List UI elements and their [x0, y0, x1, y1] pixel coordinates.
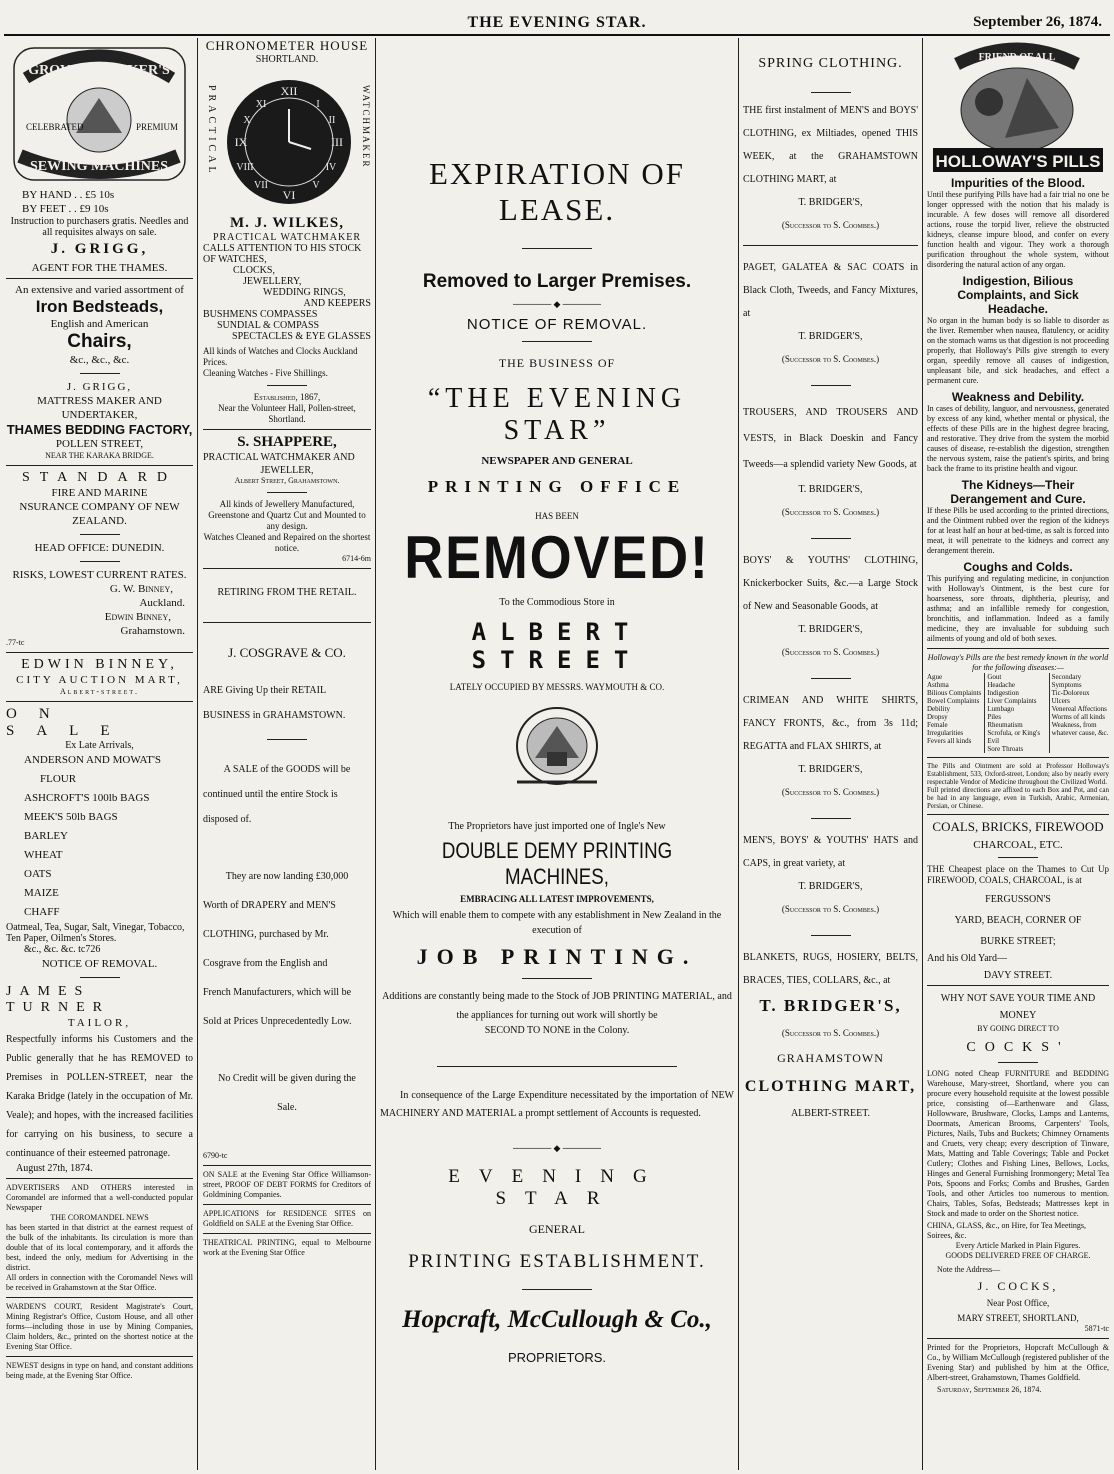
- notice-of-removal: NOTICE OF REMOVAL.: [466, 316, 648, 333]
- holloways-pills-banner: HOLLOWAY'S PILLS: [935, 152, 1101, 171]
- going-direct: BY GOING DIRECT TO: [977, 1024, 1059, 1033]
- august-date: August 27th, 1874.: [16, 1163, 93, 1174]
- auction-mart: CITY AUCTION MART,: [16, 674, 183, 686]
- yard-beach: YARD, BEACH, CORNER OF: [954, 915, 1082, 926]
- established: Established, 1867,: [253, 392, 321, 402]
- which-will-enable: Which will enable them to compete with any establishment in New Zealand in the: [392, 910, 722, 921]
- disease-column: [927, 673, 984, 753]
- additions-text: Additions are constantly being made to the Stock of JOB PRINTING MATERIAL, and the appliances for turning out work will shortly be: [382, 991, 732, 1021]
- list-item: BARLEY: [24, 830, 68, 842]
- watches-cleaned: Watches Cleaned and Repaired on the shortest notice.: [203, 532, 371, 553]
- on-sale-heading: ON SALE: [6, 706, 132, 739]
- are-giving-up: ARE Giving Up their RETAIL: [203, 685, 327, 696]
- divider: [522, 248, 592, 249]
- cocks-text: LONG noted Cheap FURNITURE and BEDDING Warehouse, Mary-street, Shortland, where you can procure every household requisite at the lowest possible price, consisting of—Earthenware and Glass, Hollowware, Brushware, Clocks, Lamps and Lanterns, Doormats, American Brooms, Carpenters' Tools, Pictures, Nails, Tubs and Buckets; Chimney Ornaments and Cruets, very cheap; every description of Tinware, Mats, Matting and Table Coverings; Table and Pocket Cutlery; Clothes and Fishing Lines, Bellows, Locks, Hinges and General Furnishing Ironmongery; Metal Tea Pots, Spoons and Forks; Combs and Brushes, Garden Tools, and other Articles too numerous to mention. Chairs, Tables, Sofas, Bedsteads; Mattresses kept in Stock and made to order on the Shortest notice.: [927, 1069, 1109, 1218]
- keepers: AND KEEPERS: [303, 298, 371, 309]
- disease-item: Liver Complaints: [987, 697, 1037, 705]
- disease-item: Worms of all kinds: [1051, 713, 1105, 721]
- disease-item: Debility: [927, 705, 950, 713]
- list-item: OATS: [24, 868, 52, 880]
- note-address: Note the Address—: [937, 1265, 1001, 1274]
- divider: [80, 561, 120, 562]
- column-divider: [922, 38, 923, 1470]
- divider: [203, 568, 371, 569]
- evening-star-heading: EVENING STAR: [448, 1166, 666, 1209]
- svg-text:GROVER & BAKER'S: GROVER & BAKER'S: [28, 63, 170, 78]
- bridger-name: T. BRIDGER'S,: [798, 624, 863, 635]
- kidneys-text: If these Pills be used according to the printed directions, and the Ointment rubbed over the region of the kidneys for at least half an hour at bed-time, as salt is forced into meat, it will penetrate to the kidneys and correct any derangement therein.: [927, 506, 1109, 555]
- evening-star-title: “THE EVENING STAR”: [427, 383, 687, 446]
- disease-item: Female Irregularities: [927, 721, 964, 737]
- theatrical-printing: THEATRICAL PRINTING, equal to Melbourne work at the Evening Star Office: [203, 1238, 371, 1257]
- wilkes-name: M. J. WILKES,: [230, 215, 344, 231]
- printing-establishment: PRINTING ESTABLISHMENT.: [408, 1251, 706, 1272]
- jewellery-manufactured: All kinds of Jewellery Manufactured, Greenstone and Quartz Cut and Mounted to any design.: [208, 499, 366, 531]
- french-manufacturers: French Manufacturers, which will be: [203, 987, 352, 998]
- column-divider: [375, 38, 376, 1470]
- fergusson-name: FERGUSSON'S: [985, 894, 1051, 905]
- divider: [6, 652, 193, 653]
- divider: [267, 739, 307, 740]
- residence-sites: APPLICATIONS for RESIDENCE SITES on Goldfield on SALE at the Evening Star Office.: [203, 1209, 371, 1228]
- divider: [203, 429, 371, 430]
- all-kinds: All kinds of Watches and Clocks Auckland Prices.: [203, 346, 358, 367]
- divider: [998, 1062, 1038, 1063]
- list-item: ASHCROFT'S 100lb BAGS: [24, 792, 150, 804]
- svg-text:PREMIUM: PREMIUM: [136, 122, 179, 132]
- newest-designs: NEWEST designs in type on hand, and constant additions being made, at the Evening Star Office.: [6, 1361, 193, 1380]
- svg-text:CELEBRATED: CELEBRATED: [26, 122, 84, 132]
- disease-item: Tic-Doloreux: [1051, 689, 1090, 697]
- coromandel-news: THE COROMANDEL NEWS: [50, 1213, 149, 1222]
- clock-block: [203, 65, 371, 215]
- successor-label: (Successor to S. Coombes.): [781, 904, 880, 914]
- column-1: [6, 38, 193, 1470]
- davy-street: DAVY STREET.: [983, 970, 1053, 981]
- svg-text:II: II: [328, 115, 336, 126]
- divider: [437, 1066, 677, 1067]
- coals-heading: COALS, BRICKS, FIREWOOD: [932, 819, 1104, 834]
- proprietors-imported: The Proprietors have just imported one of Ingle's New: [448, 821, 666, 832]
- divider: [6, 1297, 193, 1298]
- wedding-rings: WEDDING RINGS,: [263, 287, 346, 298]
- second-to-none: SECOND TO NONE in the Colony.: [484, 1025, 630, 1036]
- column-3: [380, 38, 734, 1470]
- svg-text:VII: VII: [254, 180, 268, 191]
- masthead-rule: [4, 34, 1110, 36]
- disease-item: Scrofula, or King's Evil: [987, 729, 1041, 745]
- disease-item: Secondary Symptoms: [1051, 673, 1082, 689]
- mary-street: MARY STREET, SHORTLAND,: [957, 1313, 1079, 1323]
- disease-item: Dropsy: [927, 713, 948, 721]
- binney-heading: EDWIN BINNEY,: [21, 657, 178, 672]
- albert-street-label: ALBERT-STREET.: [790, 1108, 871, 1119]
- divider: [6, 1178, 193, 1179]
- gw-binney: G. W. Binney,: [109, 583, 173, 595]
- worth-drapery: Worth of DRAPERY and MEN'S: [203, 900, 336, 911]
- divider: [811, 385, 851, 386]
- successor-label: (Successor to S. Coombes.): [781, 647, 880, 657]
- cleaning-watches: Cleaning Watches - Five Shillings.: [203, 368, 328, 378]
- oatmeal-text: Oatmeal, Tea, Sugar, Salt, Vinegar, Tobacco, Ten Paper, Oilmen's Stores.: [6, 922, 185, 944]
- pills-sold: The Pills and Ointment are sold at Professor Holloway's Establishment, 533, Oxford-street, London; also by nearly every respectable Vendor of Medicine throughout the Civilized World.: [927, 762, 1109, 786]
- removed-heading: REMOVED!: [404, 524, 710, 591]
- disease-item: Sore Throats: [987, 745, 1024, 753]
- execution-of: execution of: [532, 925, 582, 936]
- divider: [927, 1338, 1109, 1339]
- standard-heading: STANDARD: [21, 470, 178, 485]
- divider: [522, 978, 592, 979]
- divider: [6, 701, 193, 702]
- list-item: CHAFF: [24, 906, 60, 918]
- goods-list: [24, 751, 193, 922]
- retiring-heading: RETIRING FROM THE RETAIL.: [217, 587, 357, 598]
- svg-text:I: I: [316, 99, 320, 110]
- firm-name: Hopcraft, McCullough & Co.,: [402, 1306, 712, 1333]
- divider: [267, 385, 307, 386]
- divider-ornament: ────── ◆ ──────: [513, 1143, 601, 1153]
- divider: [522, 1289, 592, 1290]
- divider: [80, 977, 120, 978]
- successor-label: (Successor to S. Coombes.): [781, 354, 880, 364]
- printing-office: PRINTING OFFICE: [427, 477, 687, 496]
- divider: [80, 534, 120, 535]
- agent-text: AGENT FOR THE THAMES.: [31, 262, 168, 274]
- grigg-name-2: J. GRIGG,: [66, 381, 133, 393]
- divider: [743, 245, 918, 246]
- jeweller: JEWELLER,: [260, 465, 314, 476]
- successor-label: (Successor to S. Coombes.): [781, 1028, 880, 1038]
- continued-text: continued until the entire Stock is: [203, 789, 338, 800]
- divider: [998, 857, 1038, 858]
- jewellery: JEWELLERY,: [243, 276, 302, 287]
- holloway-logo: [927, 38, 1109, 172]
- james-turner: JAMES TURNER: [6, 984, 110, 1015]
- double-demy: DOUBLE DEMY PRINTING MACHINES,: [441, 838, 673, 889]
- disease-item: Weakness, from whatever cause, &c.: [1051, 721, 1109, 737]
- cocks-heading: COCKS': [966, 1040, 1070, 1055]
- mens-hats: MEN'S, BOYS' & YOUTHS' HATS and CAPS, in great variety, at: [743, 835, 918, 869]
- divider: [80, 373, 120, 374]
- calls-attention: CALLS ATTENTION TO HIS STOCK OF WATCHES,: [203, 243, 362, 265]
- business-of: THE BUSINESS OF: [498, 356, 616, 370]
- weakness-heading: Weakness and Debility.: [951, 390, 1085, 404]
- shappere-ref: 6714-6m: [342, 554, 371, 563]
- blankets-text: BLANKETS, RUGS, HOSIERY, BELTS, BRACES, TIES, COLLARS, &c., at: [743, 952, 918, 986]
- bridger-name: T. BRIDGER'S,: [798, 484, 863, 495]
- extensive-text: An extensive and varied assortment of: [15, 284, 184, 296]
- disease-column: [1049, 673, 1109, 753]
- disease-item: Gout: [987, 673, 1002, 681]
- sold-at-prices: Sold at Prices Unprecedentedly Low.: [203, 1016, 352, 1027]
- coromandel-text: has been started in that district at the earnest request of the bulk of the inhabitants. Its circulation is more than double that of its local contemporary, and it affords the best, indeed the only, medium for Advertising in the district.: [6, 1223, 193, 1272]
- charcoal-label: CHARCOAL, ETC.: [973, 839, 1063, 851]
- indigestion-text: No organ in the human body is so liable to disorder as the liver. Remember when nausea, flatulency, or acidity on the stomach warns us that digestion is not proceeding properly, that Holloway's Pills give strength to every organ, speedily remove all causes of indigestion, unpleasant bile, and sick headaches, and effect a permanent cure.: [927, 316, 1109, 385]
- grahamstown-label: GRAHAMSTOWN: [777, 1051, 884, 1065]
- ref-number: .77-tc: [6, 638, 25, 647]
- svg-text:XI: XI: [255, 99, 267, 110]
- disease-item: Headache: [987, 681, 1015, 689]
- instruction-text: Instruction to purchasers gratis. Needles and all requisites always on sale.: [10, 216, 189, 238]
- albert-street: Albert-street.: [59, 687, 140, 696]
- consequence-text: In consequence of the Large Expenditure necessitated by the importation of NEW MACHINERY AND MATERIAL a prompt settlement of Accounts is requested.: [380, 1090, 734, 1119]
- shappere-name: S. SHAPPERE,: [237, 434, 337, 450]
- remedy-heading: Holloway's Pills are the best remedy known in the world for the following diseases:—: [927, 653, 1109, 672]
- cosgrave-name: J. COSGRAVE & CO.: [228, 645, 346, 660]
- why-not-save: WHY NOT SAVE YOUR TIME AND MONEY: [940, 993, 1096, 1021]
- old-yard: And his Old Yard—: [927, 953, 1008, 964]
- full-directions: Full printed directions are affixed to each Box and Pot, and can be had in any language, even in Turkish, Arabic, Armenian, Persian, or Chinese.: [927, 786, 1109, 810]
- divider: [6, 465, 193, 466]
- divider: [927, 757, 1109, 758]
- column-divider: [738, 38, 739, 1470]
- general-label: GENERAL: [529, 1222, 585, 1236]
- business-graham: BUSINESS in GRAHAMSTOWN.: [203, 710, 346, 721]
- albert-street-heading: ALBERT STREET: [471, 618, 643, 674]
- watchmaker-vertical: WATCHMAKER: [361, 85, 371, 169]
- commodious-store: To the Commodious Store in: [499, 597, 615, 608]
- divider-ornament: ────── ◆ ──────: [513, 299, 601, 309]
- j-cocks: J. COCKS,: [977, 1279, 1059, 1293]
- iron-bedsteads: Iron Bedsteads,: [35, 297, 164, 316]
- divider: [267, 492, 307, 493]
- plain-figures: Every Article Marked in Plain Figures.: [955, 1241, 1081, 1250]
- mattress-text: MATTRESS MAKER AND UNDERTAKER,: [37, 395, 162, 421]
- svg-text:III: III: [331, 135, 343, 149]
- grigg-name: J. GRIGG,: [50, 241, 149, 257]
- karaka-bridge: NEAR THE KARAKA BRIDGE.: [45, 451, 154, 460]
- sewing-machine-logo: [6, 38, 193, 188]
- bedding-factory: THAMES BEDDING FACTORY,: [6, 422, 193, 437]
- paper-date: September 26, 1874.: [973, 14, 1102, 30]
- burke-street: BURKE STREET;: [980, 936, 1056, 947]
- list-item: WHEAT: [24, 849, 63, 861]
- paper-title: THE EVENING STAR.: [467, 14, 647, 31]
- coughs-text: This purifying and regulating medicine, in conjunction with Holloway's Ointment, is the best cure for hoarseness, sore throats, diphtheria, pleurisy, and asthma; and an infallible remedy for congestion, bronchitis, and inflammation. Indeed as a family medicine, they are invaluable for subduing such ailments of young and old of both sexes.: [927, 574, 1109, 643]
- etc-ref: &c., &c. &c. tc726: [24, 944, 101, 955]
- zealand-text: ZEALAND.: [72, 515, 127, 527]
- list-item: FLOUR: [40, 773, 77, 785]
- printed-for: Printed for the Proprietors, Hopcraft McCullough & Co., by William McCullough (registered publisher of the Evening Star) and published by him at the Office, Albert-street, Grahamstown, Thames Goldfield.: [927, 1343, 1109, 1382]
- chronometer-house: CHRONOMETER HOUSE: [205, 38, 369, 53]
- disease-item: Asthma: [927, 681, 949, 689]
- svg-text:XII: XII: [280, 84, 298, 98]
- sale-goods: A SALE of the GOODS will be: [223, 764, 351, 775]
- notice-removal: NOTICE OF REMOVAL.: [41, 958, 158, 970]
- spectacles: SPECTACLES & EYE GLASSES: [232, 331, 371, 342]
- disease-item: Fevers all kinds: [927, 737, 972, 745]
- divider: [811, 935, 851, 936]
- bridger-name: T. BRIDGER'S,: [798, 764, 863, 775]
- column-divider: [197, 38, 198, 1470]
- newspaper-general: NEWSPAPER AND GENERAL: [481, 455, 633, 467]
- impurities-text: Until these purifying Pills have had a fair trial no one be longer oppressed with the notion that his malady is incurable. A few doses will remove all disordered actions, rouse the torpid liver, relieve the obstructed kidneys, cleanse impure blood, and confer on every function health and vigour. They work a thorough purification throughout the whole system, without disordering the natural action of any organ.: [927, 190, 1109, 269]
- boys-clothing: BOYS' & YOUTHS' CLOTHING, Knickerbocker Suits, &c.—a Large Stock of New and Seasonable Goods, at: [743, 555, 918, 612]
- grahamstown: Grahamstown.: [120, 625, 185, 637]
- near-volunteer-hall: Near the Volunteer Hall, Pollen-street, Shortland.: [218, 403, 356, 424]
- list-item: ANDERSON AND MOWAT'S: [24, 754, 162, 766]
- sundial-compass: SUNDIAL & COMPASS: [217, 320, 320, 331]
- diseases-table: [927, 673, 1109, 753]
- svg-text:VIII: VIII: [236, 162, 254, 173]
- disease-item: Lumbago: [987, 705, 1015, 713]
- column-2: [203, 38, 371, 1470]
- wardens-court: WARDEN'S COURT, Resident Magistrate's Court, Mining Registrar's Office, Custom House, and all other forms—including those in use by Mining Companies, Claim holders, &c., printed on the shortest notice at the Evening Star Office.: [6, 1302, 193, 1351]
- proof-of-debt: ON SALE at the Evening Star Office Williamson-street, PROOF OF DEBT FORMS for Creditors of Goldmining Companies.: [203, 1170, 371, 1199]
- disease-item: Ague: [927, 673, 943, 681]
- impurities-heading: Impurities of the Blood.: [951, 176, 1085, 190]
- disease-column: [984, 673, 1048, 753]
- price-feet: BY FEET . . £9 10s: [22, 203, 109, 215]
- clocks: CLOCKS,: [233, 265, 275, 276]
- svg-text:SEWING MACHINES: SEWING MACHINES: [29, 159, 169, 174]
- divider: [927, 648, 1109, 649]
- clothing-mart: CLOTHING MART,: [744, 1078, 917, 1095]
- china-glass: CHINA, GLASS, &c., on Hire, for Tea Meetings, Soirees, &c.: [927, 1221, 1087, 1240]
- divider: [203, 1233, 371, 1234]
- holloway-logo-text: FRIEND OF ALL: [978, 52, 1056, 63]
- successor-label: (Successor to S. Coombes.): [781, 787, 880, 797]
- disease-item: Rheumatism: [987, 721, 1023, 729]
- successor-label: (Successor to S. Coombes.): [781, 220, 880, 230]
- coughs-heading: Coughs and Colds.: [963, 560, 1073, 574]
- divider: [927, 814, 1109, 815]
- column-4: [743, 38, 918, 1470]
- divider: [203, 1204, 371, 1205]
- no-credit: No Credit will be given during the: [218, 1073, 356, 1084]
- practical-watchmaker: PRACTICAL WATCHMAKER: [212, 232, 362, 243]
- bridger-large: T. BRIDGER'S,: [759, 996, 902, 1015]
- bridger-name: T. BRIDGER'S,: [798, 197, 863, 208]
- divider: [811, 678, 851, 679]
- disease-item: Indigestion: [987, 689, 1019, 697]
- divider: [811, 538, 851, 539]
- first-instalment: THE first instalment of MEN'S and BOYS' CLOTHING, ex Miltiades, opened THIS WEEK, at the GRAHAMSTOWN CLOTHING MART, at: [743, 105, 918, 185]
- shortland-label: SHORTLAND.: [255, 54, 319, 65]
- divider: [927, 985, 1109, 986]
- svg-text:IV: IV: [325, 162, 337, 173]
- insurance-text: NSURANCE COMPANY OF NEW: [19, 501, 180, 513]
- late-arrivals: Ex Late Arrivals,: [65, 740, 134, 751]
- tailor-label: TAILOR,: [67, 1017, 132, 1029]
- successor-label: (Successor to S. Coombes.): [781, 507, 880, 517]
- svg-text:VI: VI: [282, 188, 296, 202]
- has-been: HAS BEEN: [535, 511, 579, 521]
- disease-item: Ulcers: [1051, 697, 1070, 705]
- divider: [6, 1356, 193, 1357]
- lately-occupied: LATELY OCCUPIED BY MESSRS. WAYMOUTH & CO.: [449, 682, 665, 692]
- sewing-machine-emblem-icon: [6, 38, 193, 188]
- trousers-text: TROUSERS, AND TROUSERS AND VESTS, in Black Doeskin and Fancy Tweeds—a splendid variety New Goods, at: [743, 407, 918, 470]
- kidneys-heading: The Kidneys—Their Derangement and Cure.: [950, 478, 1086, 506]
- james-text: Respectfully informs his Customers and the Public generally that he has REMOVED to Premises in POLLEN-STREET, near the Karaka Bridge (lately in the occupation of Mr. Veale); and hopes, with the increased facilities for carrying on his business, to secure a continuance of their esteemed patronage.: [6, 1034, 193, 1159]
- job-printing: JOB PRINTING.: [416, 944, 698, 969]
- price-hand: BY HAND . . £5 10s: [22, 189, 115, 201]
- clock-icon: [225, 73, 353, 211]
- column-5: [927, 38, 1109, 1470]
- edwin-binney: Edwin Binney,: [104, 611, 171, 623]
- shappere-title: PRACTICAL WATCHMAKER AND: [203, 452, 355, 463]
- disease-item: Bilious Complaints: [927, 689, 982, 697]
- cheapest-place: THE Cheapest place on the Thames to Cut Up FIREWOOD, COALS, CHARCOAL, is at: [927, 864, 1109, 885]
- crest-emblem: [380, 702, 734, 795]
- bridger-name: T. BRIDGER'S,: [798, 331, 863, 342]
- practical-vertical: PRACTICAL: [206, 85, 217, 177]
- divider: [203, 622, 371, 623]
- bridger-name: T. BRIDGER'S,: [798, 881, 863, 892]
- weakness-text: In cases of debility, languor, and nervousness, generated by excess of any kind, whether mental or physical, the effects of these Pills are in the highest degree bracing, and restorative. They drive from the system the morbid causes of disease, re-establish the digestion, strengthen the nervous system, raise the patient's spirits, and bring back the frame to its pristine health and vigour.: [927, 404, 1109, 473]
- divider: [522, 341, 592, 342]
- indigestion-heading: Indigestion, Bilious Complaints, and Sick Headache.: [957, 274, 1079, 316]
- landing-text: They are now landing £30,000: [225, 871, 349, 882]
- proprietors-label: PROPRIETORS.: [507, 1350, 606, 1365]
- etc-text: &c., &c., &c.: [69, 354, 130, 366]
- disease-item: Piles: [987, 713, 1001, 721]
- fire-marine: FIRE AND MARINE: [51, 487, 148, 499]
- orders-text: All orders in connection with the Coromandel News will be received in Grahamstown at the Star Office.: [6, 1273, 193, 1292]
- disease-item: Bowel Complaints: [927, 697, 980, 705]
- divider: [811, 92, 851, 93]
- head-office: HEAD OFFICE: DUNEDIN.: [34, 542, 165, 554]
- embracing-improvements: EMBRACING ALL LATEST IMPROVEMENTS,: [460, 894, 654, 904]
- divider: [6, 278, 193, 279]
- shappere-address: Albert Street, Grahamstown.: [234, 476, 340, 485]
- list-item: MAIZE: [24, 887, 59, 899]
- advertisers-text: ADVERTISERS AND OTHERS interested in Coromandel are informed that a well-conducted popular Newspaper: [6, 1183, 193, 1212]
- bushmens-compasses: BUSHMENS COMPASSES: [203, 309, 318, 320]
- paget-coats: PAGET, GALATEA & SAC COATS in Black Cloth, Tweeds, and Fancy Mixtures, at: [743, 262, 918, 319]
- masthead: [0, 0, 1114, 34]
- near-post-office: Near Post Office,: [986, 1298, 1050, 1308]
- cosgrave-ref: 6790-tc: [203, 1151, 228, 1160]
- removed-larger-premises: Removed to Larger Premises.: [422, 271, 692, 292]
- disease-item: Venereal Affections: [1051, 705, 1107, 713]
- saturday-date: Saturday, September 26, 1874.: [937, 1385, 1042, 1394]
- clothing-purchased: CLOTHING, purchased by Mr.: [203, 929, 329, 940]
- divider: [811, 818, 851, 819]
- goods-delivered: GOODS DELIVERED FREE OF CHARGE.: [945, 1251, 1091, 1260]
- cosgrave-english: Cosgrave from the English and: [203, 958, 328, 969]
- crimean-shirts: CRIMEAN AND WHITE SHIRTS, FANCY FRONTS, &c., from 3s 11d; REGATTA and FLAX SHIRTS, at: [743, 695, 918, 752]
- svg-text:V: V: [312, 180, 320, 191]
- sale-word: Sale.: [277, 1102, 297, 1113]
- pollen-street: POLLEN STREET,: [55, 438, 144, 450]
- list-item: MEEK'S 50lb BAGS: [24, 811, 118, 823]
- svg-text:IX: IX: [234, 135, 248, 149]
- divider: [203, 1165, 371, 1166]
- crest-icon: [507, 702, 607, 790]
- english-american: English and American: [50, 318, 149, 330]
- spring-clothing: SPRING CLOTHING.: [758, 56, 903, 71]
- chairs-heading: Chairs,: [67, 331, 132, 352]
- risks-text: RISKS, LOWEST CURRENT RATES.: [12, 569, 187, 581]
- svg-text:X: X: [243, 115, 251, 126]
- auckland: Auckland.: [139, 597, 185, 609]
- expiration-of-lease: EXPIRATION OF LEASE.: [429, 156, 685, 227]
- disposed-text: disposed of.: [203, 814, 252, 825]
- cocks-ref: 5871-tc: [1084, 1324, 1109, 1333]
